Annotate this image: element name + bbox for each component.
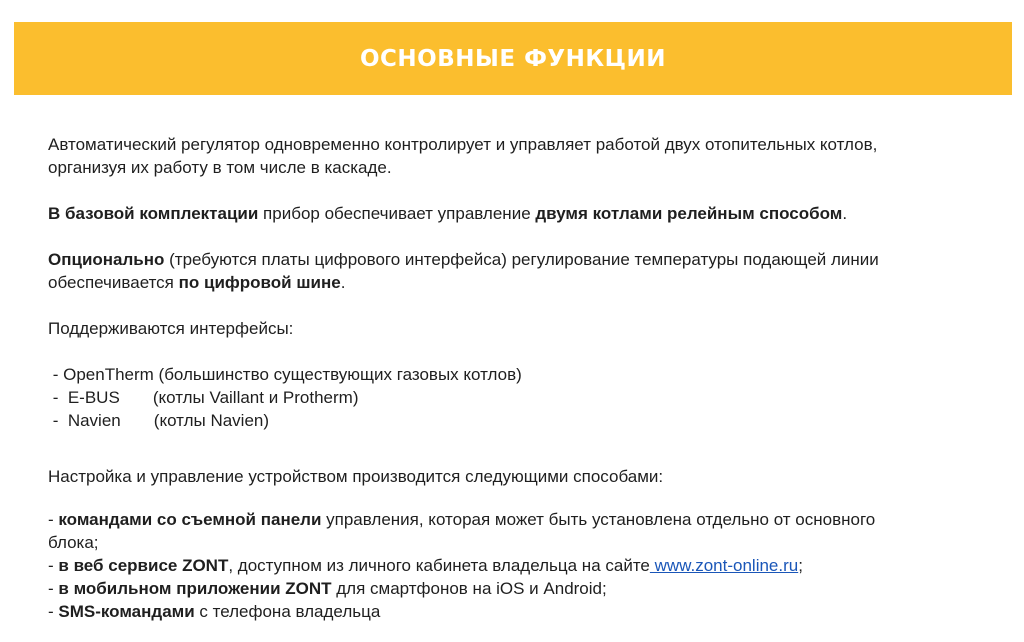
zont-site-link[interactable]: www.zont-online.ru [649,556,799,575]
optional-bold-1: Опционально [48,250,165,269]
optional-line-1 [48,248,1008,271]
interface-item-opentherm: - OpenTherm (большинство существующих газовых котлов) [48,365,522,384]
title-banner [14,22,1012,95]
control-item-3-text: для смартфонов на iOS и Android; [331,579,607,598]
basic-paragraph [48,202,1008,225]
basic-bold-1: В базовой комплектации [48,204,259,223]
control-item-2-prefix: - [48,556,59,575]
control-heading: Настройка и управление устройством производится следующими способами: [48,467,664,486]
optional-text-3: . [340,273,346,292]
interface-item-ebus: - E-BUS (котлы Vaillant и Protherm) [48,388,359,407]
basic-text-1: прибор обеспечивает управление [258,204,536,223]
control-item-2-bold: в веб сервисе ZONT [58,556,229,575]
control-item-panel-continued: блока; [48,533,99,552]
control-item-4-bold: SMS-командами [58,602,195,621]
control-item-sms [48,600,1008,623]
control-item-1-text: управления, которая может быть установлена отдельно от основного [321,510,876,529]
basic-text-2: . [842,204,848,223]
control-item-1-bold: командами со съемной панели [58,510,322,529]
intro-line-2: организуя их работу в том числе в каскаде. [48,158,392,177]
optional-text-1: (требуются платы цифрового интерфейса) регулирование температуры подающей линии [164,250,879,269]
optional-line-2 [48,271,1008,294]
page-title: ОСНОВНЫЕ ФУНКЦИИ [360,45,666,72]
control-item-mobile [48,577,1008,600]
intro-line-1: Автоматический регулятор одновременно контролирует и управляет работой двух отопительных котлов, [48,135,878,154]
control-item-3-prefix: - [48,579,59,598]
control-item-2-after: ; [798,556,803,575]
control-item-web [48,554,1008,577]
interfaces-heading: Поддерживаются интерфейсы: [48,319,294,338]
control-item-2-text: , доступном из личного кабинета владельца на сайте [228,556,650,575]
control-item-panel [48,508,1008,531]
optional-text-2: обеспечивается [48,273,179,292]
control-item-4-text: с телефона владельца [194,602,381,621]
control-item-3-bold: в мобильном приложении ZONT [58,579,332,598]
content-body [48,133,1008,623]
control-item-4-prefix: - [48,602,59,621]
interface-item-navien: - Navien (котлы Navien) [48,411,270,430]
control-item-1-prefix: - [48,510,59,529]
basic-bold-2: двумя котлами релейным способом [535,204,843,223]
optional-bold-2: по цифровой шине [178,273,341,292]
